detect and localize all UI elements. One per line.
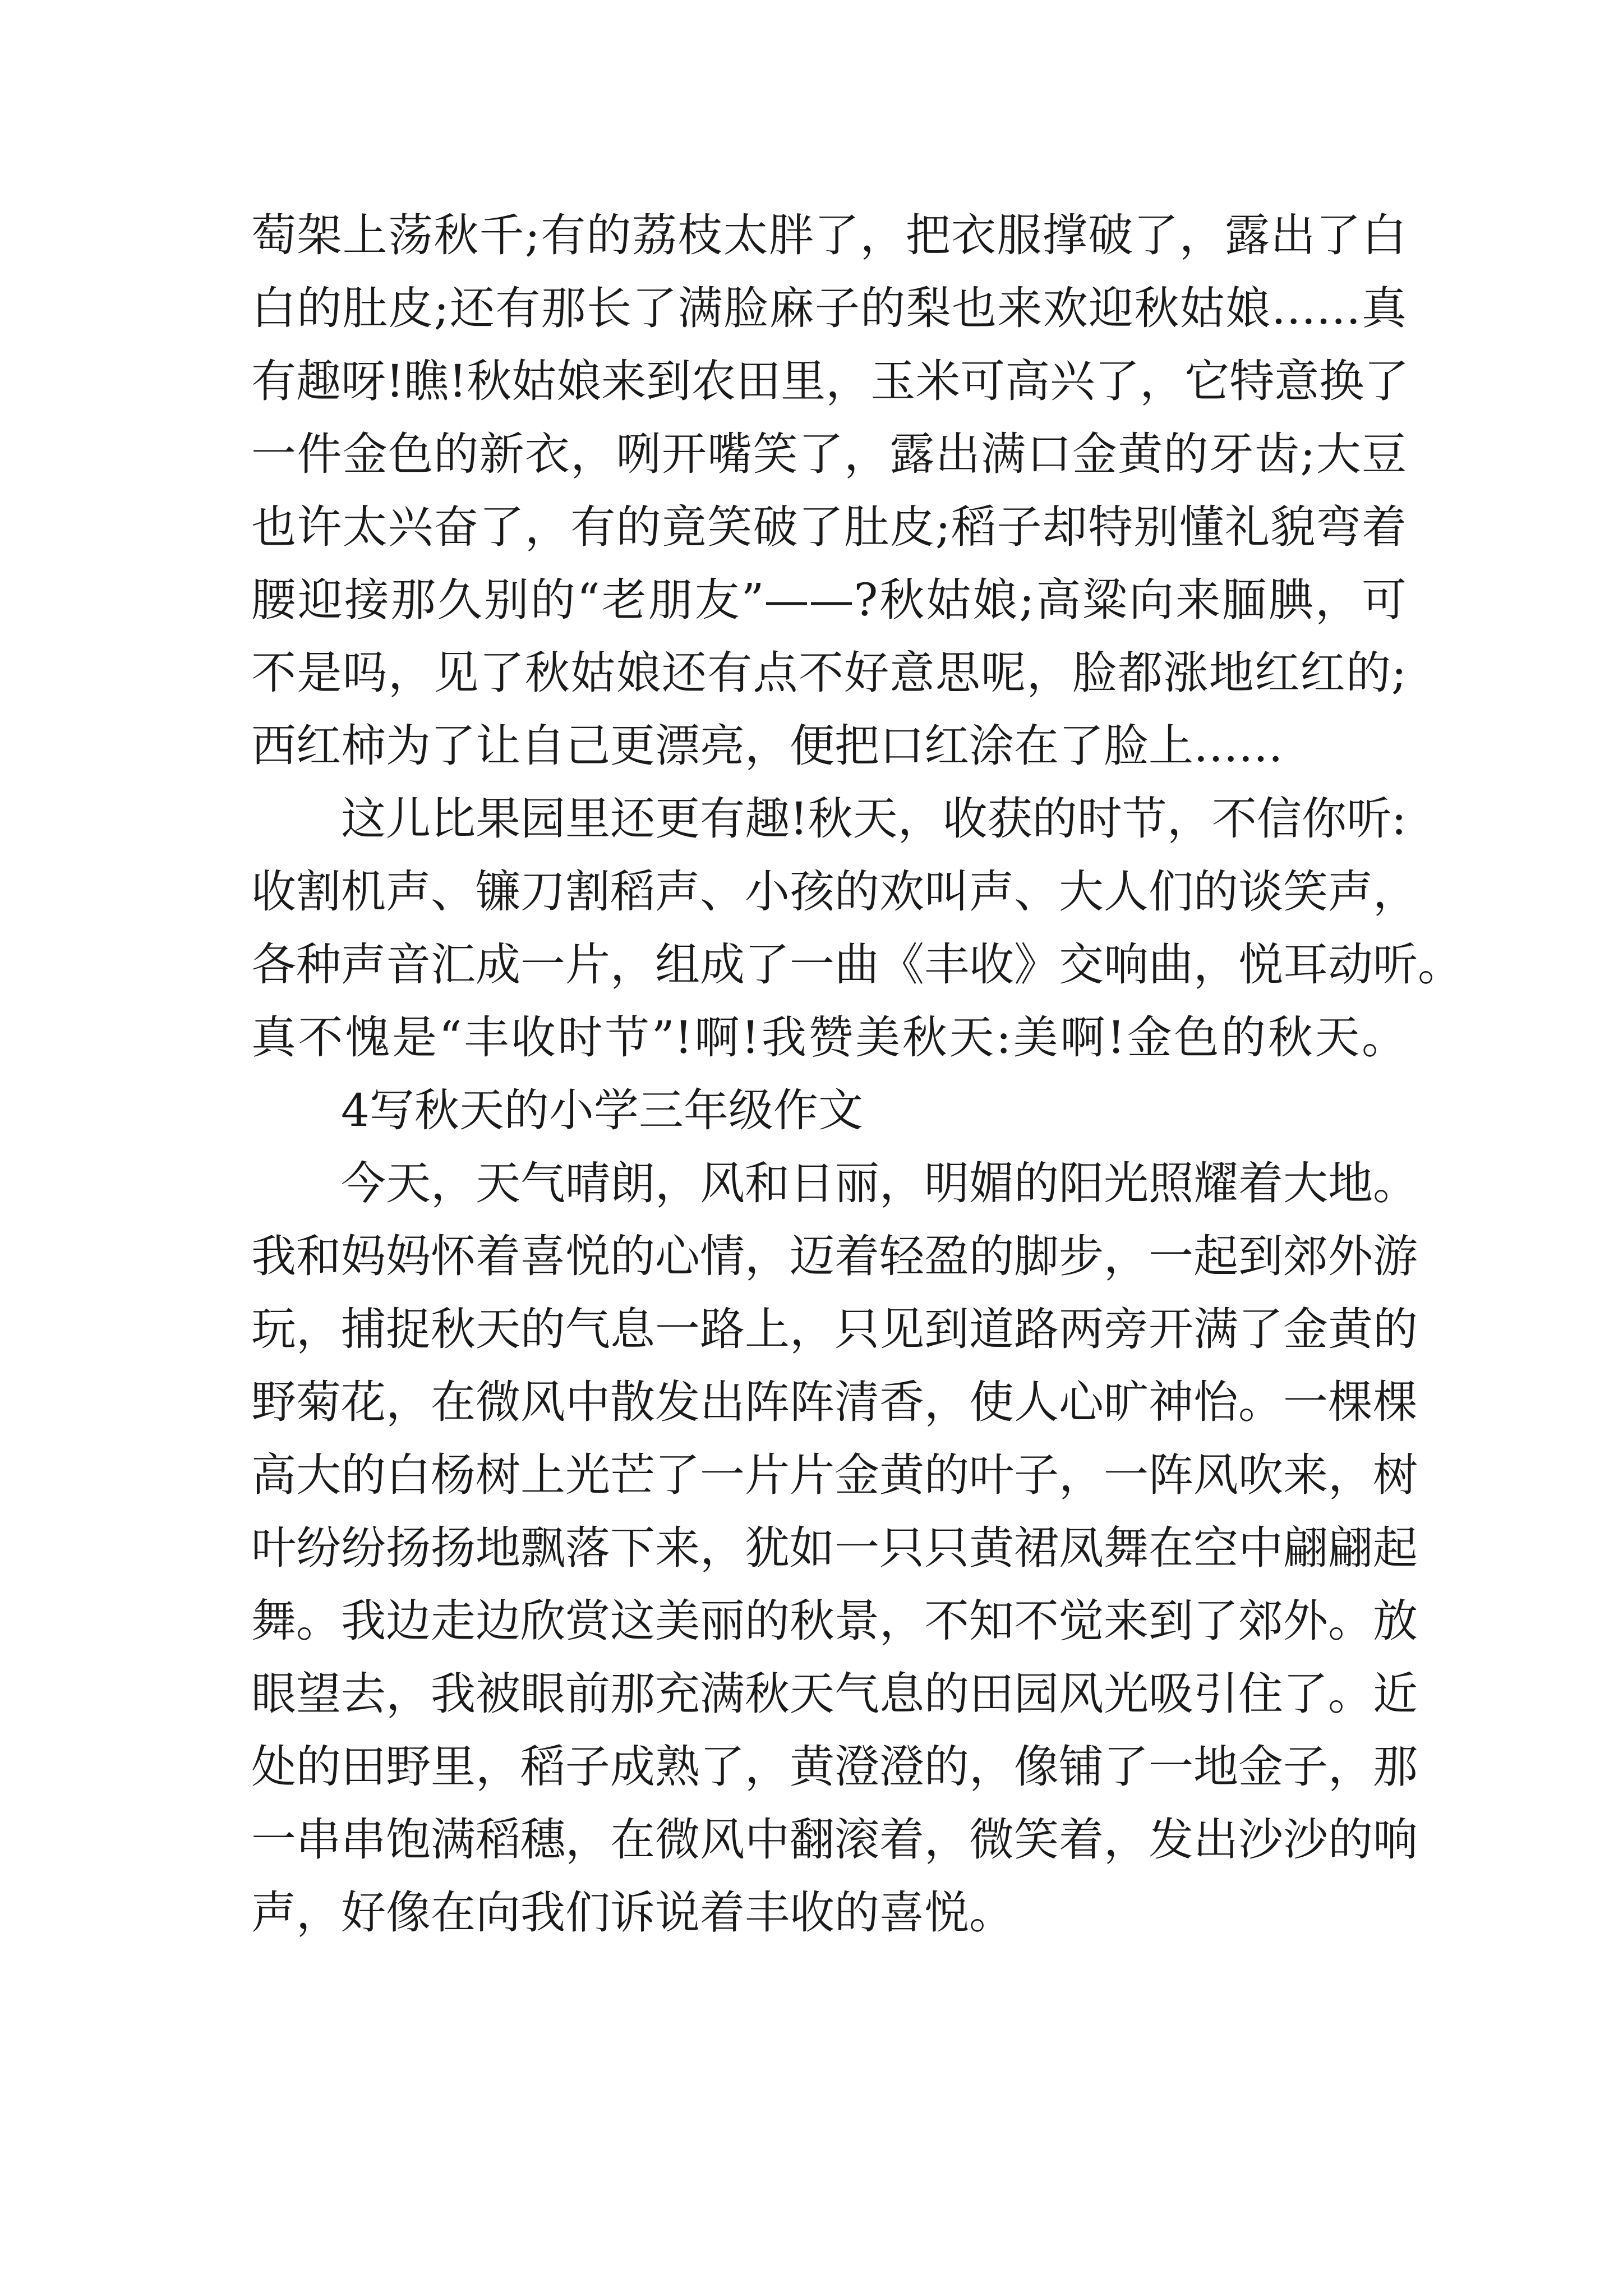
text-line: 白的肚皮;还有那长了满脸麻子的梨也来欢迎秋姑娘……真 [251,282,1407,334]
text-line: 今天，天气晴朗，风和日丽，明媚的阳光照耀着大地。 [341,1157,1418,1209]
text-line: 声，好像在向我们诉说着丰收的喜悦。 [251,1887,1014,1939]
text-line: 玩，捕捉秋天的气息一路上，只见到道路两旁开满了金黄的 [251,1303,1418,1355]
text-line: 一串串饱满稻穗，在微风中翻滚着，微笑着，发出沙沙的响 [251,1814,1418,1866]
text-line: 收割机声、镰刀割稻声、小孩的欢叫声、大人们的谈笑声， [251,866,1418,918]
text-line: 这儿比果园里还更有趣!秋天，收获的时节，不信你听: [341,793,1407,845]
text-line: 叶纷纷扬扬地飘落下来，犹如一只只黄裙凤舞在空中翩翩起 [251,1522,1418,1574]
text-line: 一件金色的新衣，咧开嘴笑了，露出满口金黄的牙齿;大豆 [251,428,1407,480]
text-line: 眼望去，我被眼前那充满秋天气息的田园风光吸引住了。近 [251,1668,1418,1720]
text-line: 处的田野里，稻子成熟了，黄澄澄的，像铺了一地金子，那 [251,1741,1418,1793]
text-line: 不是吗，见了秋姑娘还有点不好意思呢，脸都涨地红红的; [251,647,1407,699]
text-line: 有趣呀!瞧!秋姑娘来到农田里，玉米可高兴了，它特意换了 [251,355,1409,407]
text-line: 野菊花，在微风中散发出阵阵清香，使人心旷神怡。一棵棵 [251,1376,1418,1428]
text-line: 我和妈妈怀着喜悦的心情，迈着轻盈的脚步，一起到郊外游 [251,1230,1418,1282]
article-body [251,199,1463,1949]
text-line: 舞。我边走边欣赏这美丽的秋景，不知不觉来到了郊外。放 [251,1595,1418,1647]
text-line: 各种声音汇成一片，组成了一曲《丰收》交响曲，悦耳动听。 [251,938,1463,991]
text-line: 也许太兴奋了，有的竟笑破了肚皮;稻子却特别懂礼貌弯着 [251,501,1407,553]
text-line: 腰迎接那久别的“老朋友”——?秋姑娘;高粱向来腼腆，可 [251,574,1407,626]
section-heading: 4写秋天的小学三年级作文 [341,1084,863,1137]
text-line: 高大的白杨树上光芒了一片片金黄的叶子，一阵风吹来，树 [251,1449,1418,1501]
text-line: 萄架上荡秋千;有的荔枝太胖了，把衣服撑破了，露出了白 [251,209,1407,261]
text-line: 西红柿为了让自己更漂亮，便把口红涂在了脸上…… [251,720,1283,772]
text-line: 真不愧是“丰收时节”!啊!我赞美秋天:美啊!金色的秋天。 [251,1011,1407,1064]
